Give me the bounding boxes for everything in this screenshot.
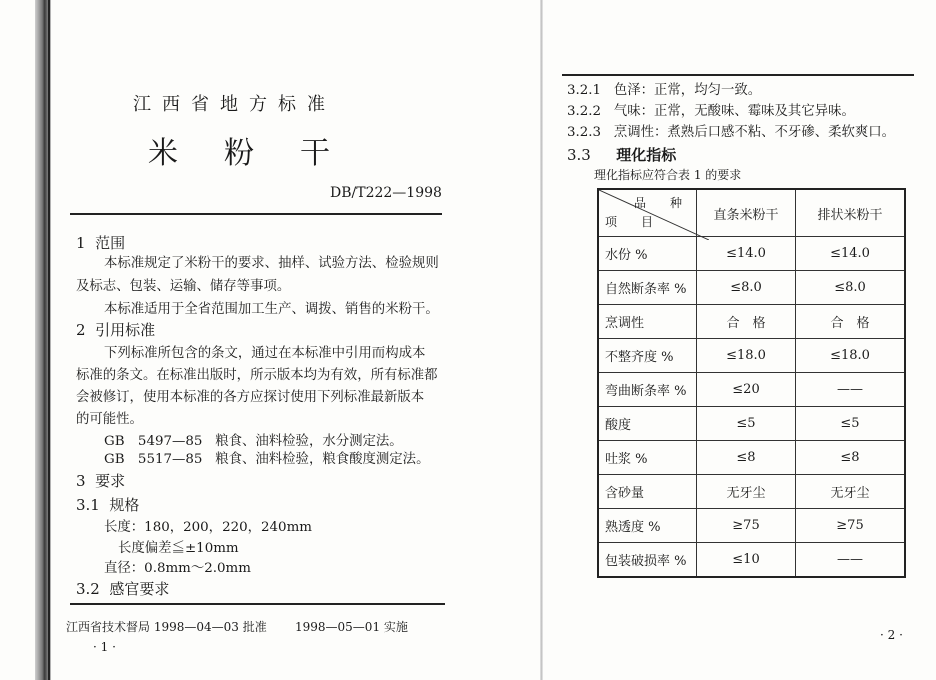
table-row xyxy=(598,305,905,339)
section-1-heading: 1 范围 xyxy=(76,234,126,252)
reference-paragraph-line: 标准的条文。在标准出版时，所示版本均为有效，所有标准都 xyxy=(76,368,438,383)
table-corner-header xyxy=(598,189,697,237)
table-header-row xyxy=(598,189,905,237)
scope-paragraph-2: 本标准适用于全省范围加工生产、调拨、销售的米粉干。 xyxy=(104,302,439,317)
scope-paragraph-line: 及标志、包装、运输、储存等事项。 xyxy=(76,279,291,294)
approval-line: 江西省技术督局 1998—04—03 批准 xyxy=(66,620,267,634)
document-title: 米粉干 xyxy=(148,136,376,171)
table-row xyxy=(598,339,905,373)
clause-3-2-1: 3.2.1 色泽：正常，均匀一致。 xyxy=(567,83,762,98)
straight-value: ≤5 xyxy=(697,407,796,441)
sheet-value: —— xyxy=(796,543,906,578)
sheet-value: —— xyxy=(796,373,906,407)
reference-paragraph-line: 会被修订，使用本标准的各方应探讨使用下列标准最新版本 xyxy=(76,390,425,405)
row-item: 烹调性 xyxy=(598,305,697,339)
section-3-3-heading: 3.3 理化指标 xyxy=(567,146,677,164)
center-fold xyxy=(540,0,543,680)
row-item: 酸度 xyxy=(598,407,697,441)
spec-length: 长度：180，200，220，240mm xyxy=(104,520,312,535)
straight-value: ≤8 xyxy=(697,441,796,475)
section-2-heading: 2 引用标准 xyxy=(76,321,156,339)
table-row xyxy=(598,407,905,441)
spec-length-deviation: 长度偏差≦±10mm xyxy=(118,541,239,556)
reference-entry: GB 5497—85 粮食、油料检验，水分测定法。 xyxy=(104,434,403,449)
table-caption: 理化指标应符合表 1 的要求 xyxy=(594,168,742,182)
table-row xyxy=(598,441,905,475)
sheet-value: ≤8 xyxy=(796,441,906,475)
section-3-1-heading: 3.1 规格 xyxy=(76,496,140,514)
spec-diameter: 直径：0.8mm～2.0mm xyxy=(104,561,251,576)
clause-3-2-3: 3.2.3 烹调性：煮熟后口感不粘、不牙碜、柔软爽口。 xyxy=(567,125,896,140)
column-header: 排状米粉干 xyxy=(796,189,906,237)
reference-entry: GB 5517—85 粮食、油料检验，粮食酸度测定法。 xyxy=(104,452,430,467)
standard-code: DB/T222—1998 xyxy=(330,185,442,201)
table-row xyxy=(598,271,905,305)
effective-date: 1998—05—01 实施 xyxy=(295,620,408,634)
row-item: 吐浆 % xyxy=(598,441,697,475)
sheet-value: ≤8.0 xyxy=(796,271,906,305)
page-number-right: · 2 · xyxy=(880,628,903,642)
table-row xyxy=(598,475,905,509)
clause-3-2-2: 3.2.2 气味：正常，无酸味、霉味及其它异味。 xyxy=(567,104,855,119)
requirements-table xyxy=(597,188,906,578)
row-item: 弯曲断条率 % xyxy=(598,373,697,407)
row-item: 熟透度 % xyxy=(598,509,697,543)
straight-value: ≥75 xyxy=(697,509,796,543)
straight-value: ≤18.0 xyxy=(697,339,796,373)
row-item: 含砂量 xyxy=(598,475,697,509)
header-rule xyxy=(70,213,442,215)
sheet-value: 合 格 xyxy=(796,305,906,339)
page-number-left: · 1 · xyxy=(93,640,116,654)
sheet-value: ≤5 xyxy=(796,407,906,441)
page-edge xyxy=(48,0,50,680)
reference-paragraph-line: 的可能性。 xyxy=(76,412,143,427)
straight-value: ≤10 xyxy=(697,543,796,578)
section-3-2-heading: 3.2 感官要求 xyxy=(76,580,170,598)
table-row xyxy=(598,373,905,407)
sheet-value: ≤14.0 xyxy=(796,237,906,271)
table-row xyxy=(598,509,905,543)
top-rule-right xyxy=(562,74,914,76)
straight-value: 合 格 xyxy=(697,305,796,339)
scope-paragraph-line: 本标准规定了米粉干的要求、抽样、试验方法、检验规则 xyxy=(104,256,439,271)
section-3-heading: 3 要求 xyxy=(76,472,126,490)
straight-value: 无牙尘 xyxy=(697,475,796,509)
standard-type-heading: 江西省地方标准 xyxy=(133,94,336,115)
row-item: 自然断条率 % xyxy=(598,271,697,305)
table-row xyxy=(598,237,905,271)
header-variety: 品 种 xyxy=(633,196,688,210)
row-item: 包装破损率 % xyxy=(598,543,697,578)
footer-rule xyxy=(70,603,445,605)
header-item: 项 目 xyxy=(605,215,660,229)
row-item: 不整齐度 % xyxy=(598,339,697,373)
straight-value: ≤14.0 xyxy=(697,237,796,271)
sheet-value: ≥75 xyxy=(796,509,906,543)
straight-value: ≤20 xyxy=(697,373,796,407)
sheet-value: 无牙尘 xyxy=(796,475,906,509)
straight-value: ≤8.0 xyxy=(697,271,796,305)
sheet-value: ≤18.0 xyxy=(796,339,906,373)
column-header: 直条米粉干 xyxy=(697,189,796,237)
table-row xyxy=(598,543,905,578)
reference-paragraph-line: 下列标准所包含的条文，通过在本标准中引用而构成本 xyxy=(104,346,426,361)
row-item: 水份 % xyxy=(598,237,697,271)
